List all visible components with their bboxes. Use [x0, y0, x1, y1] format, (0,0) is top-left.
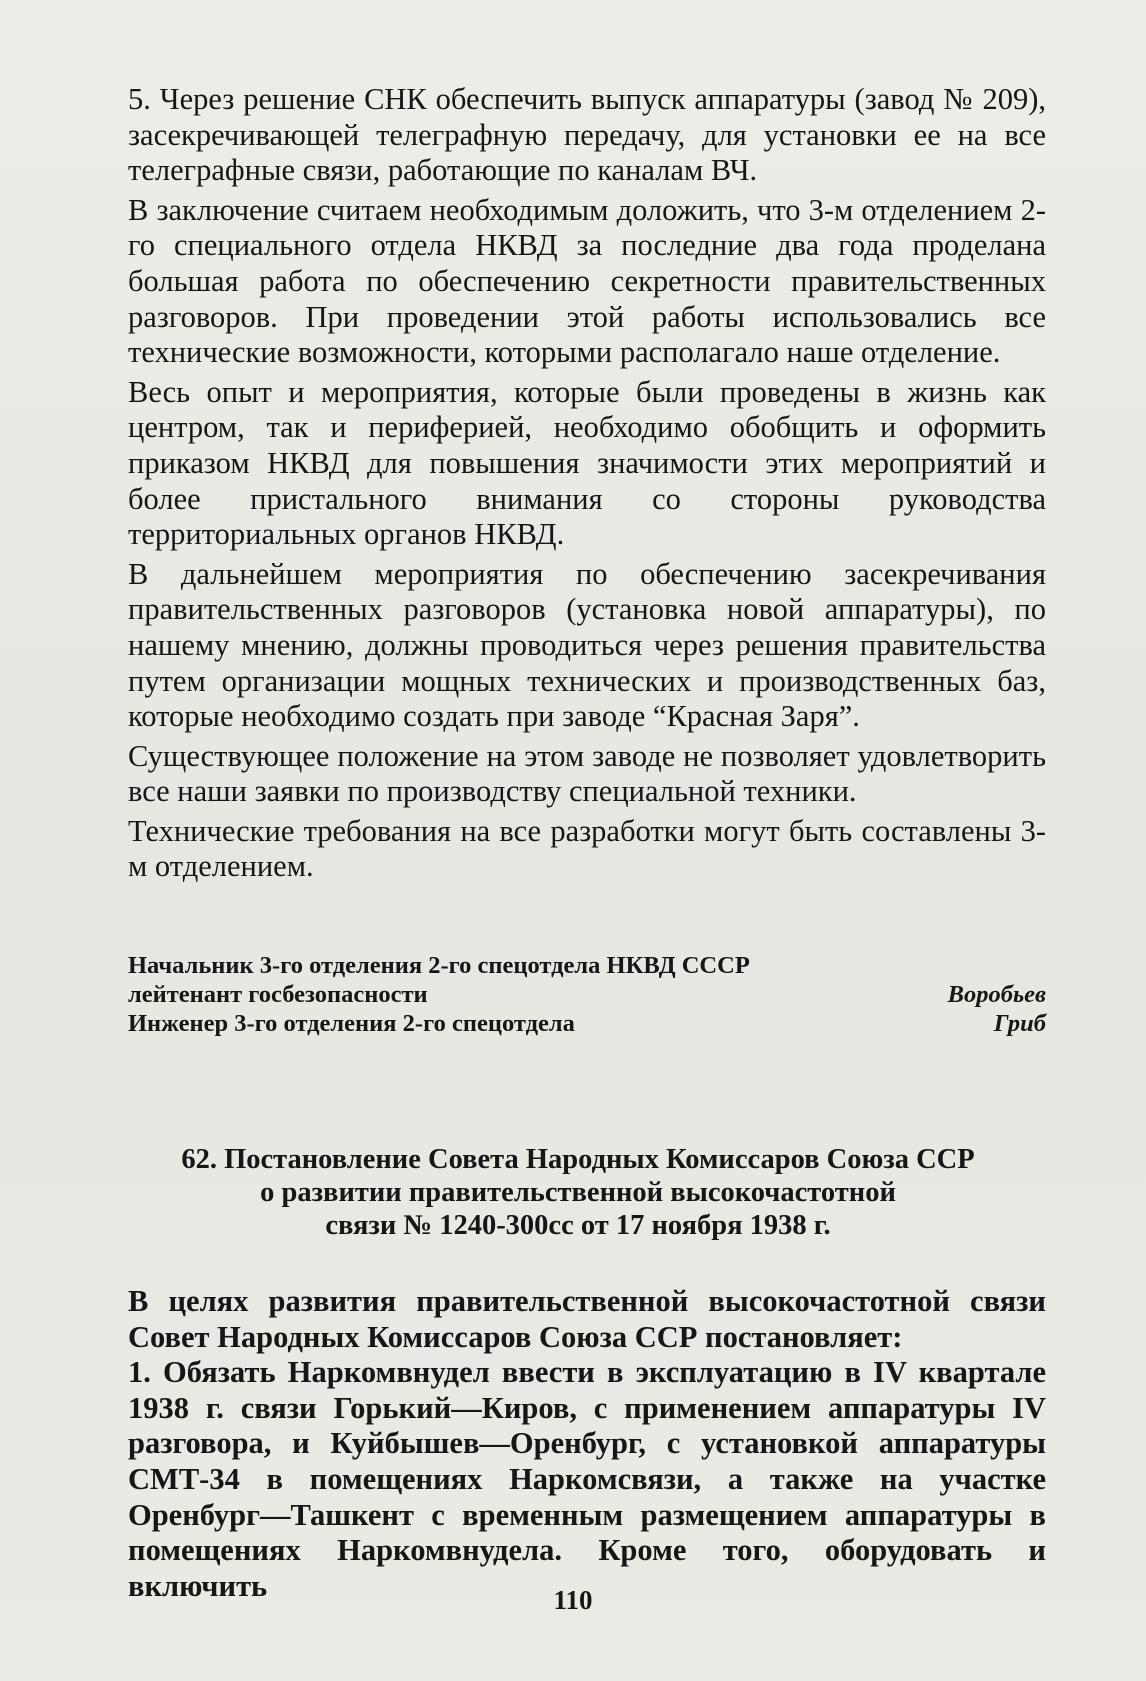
signature-title: Инженер 3-го отделения 2-го спецотдела [128, 1010, 575, 1037]
signature-row [128, 980, 1046, 1009]
paragraph-experience: Весь опыт и мероприятия, которые были проведены в жизнь как центром, так и периферией, необходимо обобщить и оформить приказом НКВД для повышения значимости этих мероприятий и более пристального внимания со стороны руководства территориальных органов НКВД. [128, 374, 1046, 552]
page-number: 110 [553, 1585, 593, 1615]
paragraph-item-1: 1. Обязать Наркомвнудел ввести в эксплуатацию в IV квартале 1938 г. связи Горький—Киров, с применением аппаратуры IV разговора, и Куйбышев—Оренбург, с установкой аппаратуры СМТ-34 в помещениях Наркомсвязи, а также на участке Оренбург—Ташкент с временным размещением аппаратуры в помещениях Наркомвнудела. Кроме того, оборудовать и включить [128, 1355, 1046, 1603]
signature-row [128, 951, 1046, 980]
paragraph-preamble: В целях развития правительственной высокочастотной связи Совет Народных Комиссаров Союза ССР постановляет: [128, 1284, 1046, 1354]
signature-title: лейтенант госбезопасности [128, 981, 428, 1008]
signature-block [128, 951, 1046, 1038]
paragraph-item-5: 5. Через решение СНК обеспечить выпуск аппаратуры (завод № 209), засекречивающей телеграфную передачу, для установки ее на все телеграфные связи, работающие по каналам ВЧ. [128, 82, 1046, 188]
report-text [128, 82, 1046, 889]
signature-name: Гриб [993, 1010, 1046, 1037]
signature-row [128, 1009, 1046, 1038]
signature-name: Воробьев [947, 981, 1046, 1008]
heading-line: о развитии правительственной высокочастотной [260, 1177, 896, 1208]
resolution-text [128, 1284, 1046, 1604]
heading-line: связи № 1240-300сс от 17 ноября 1938 г. [325, 1210, 831, 1241]
document-heading [110, 1143, 1046, 1242]
paragraph-conclusion: В заключение считаем необходимым доложить, что 3-м отделением 2-го специального отдела НКВД за последние два года проделана большая работа по обеспечению секретности правительственных разговоров. При проведении этой работы использовались все технические возможности, которыми располагало наше отделение. [128, 192, 1046, 370]
paragraph-future-measures: В дальнейшем мероприятия по обеспечению засекречивания правительственных разговоров (установка новой аппаратуры), по нашему мнению, должны проводиться через решения правительства путем организации мощных технических и производственных баз, которые необходимо создать при заводе “Красная Заря”. [128, 556, 1046, 734]
paragraph-requirements: Технические требования на все разработки могут быть составлены 3-м отделением. [128, 813, 1046, 884]
paragraph-current-situation: Существующее положение на этом заводе не позволяет удовлетворить все наши заявки по производству специальной техники. [128, 738, 1046, 809]
signature-title: Начальник 3-го отделения 2-го спецотдела НКВД СССР [128, 952, 750, 979]
heading-line: 62. Постановление Совета Народных Комиссаров Союза ССР [181, 1144, 975, 1175]
